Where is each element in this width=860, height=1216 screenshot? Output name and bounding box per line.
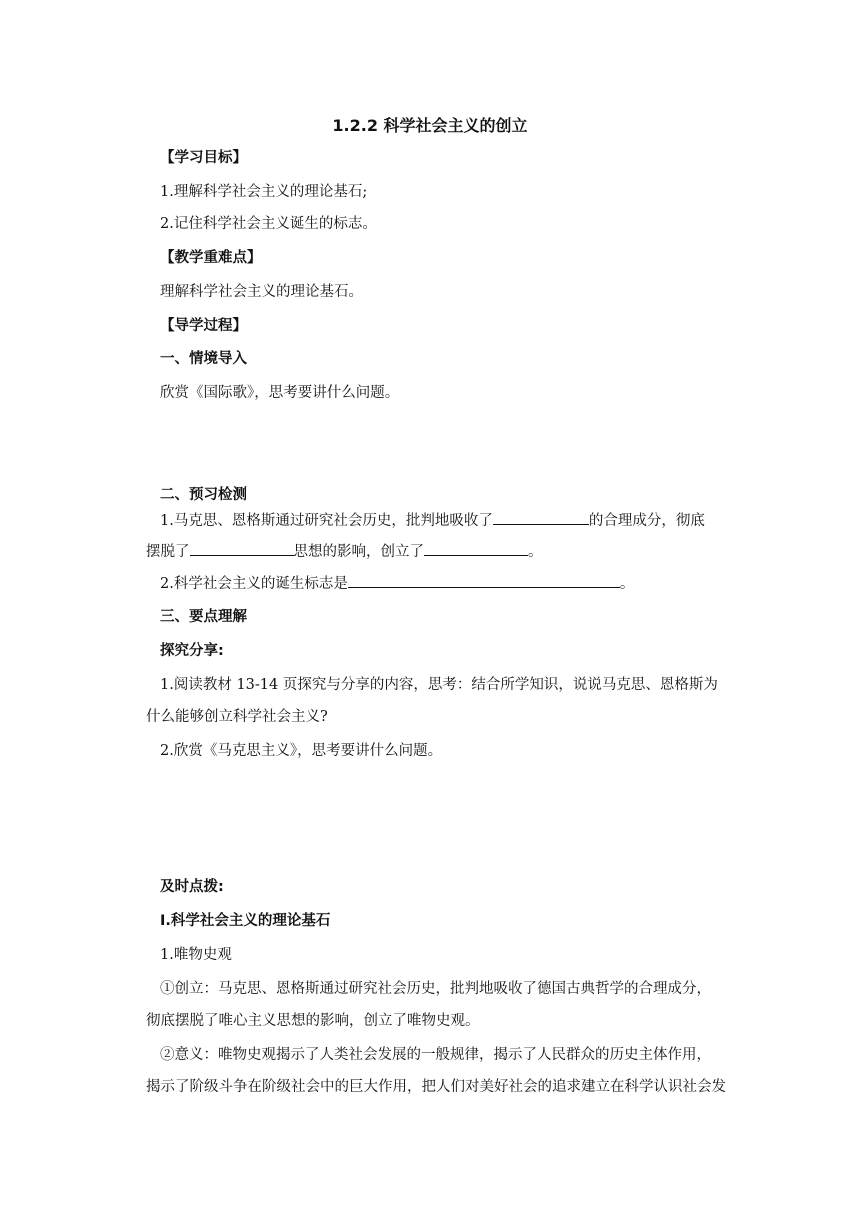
founding-line-2: 彻底摆脱了唯心主义思想的影响，创立了唯物史观。 — [146, 1013, 480, 1029]
q1-text-c: 摆脱了 — [146, 544, 190, 560]
page-title: 1.2.2 科学社会主义的创立 — [332, 116, 528, 135]
objective-item-1: 1.理解科学社会主义的理论基石; — [160, 184, 368, 200]
fill-blank-2[interactable] — [190, 541, 294, 556]
section1-heading: 一、情境导入 — [160, 351, 247, 367]
explore-question-2: 2.欣赏《马克思主义》，思考要讲什么问题。 — [160, 743, 443, 759]
fill-blank-1[interactable] — [493, 510, 589, 525]
tip-heading: 及时点拨: — [160, 879, 224, 895]
q2-text-a: 2.科学社会主义的诞生标志是 — [160, 576, 348, 592]
section3-heading: 三、要点理解 — [160, 609, 247, 625]
theory-cornerstone-heading: Ⅰ.科学社会主义的理论基石 — [160, 913, 331, 929]
fill-blank-4[interactable] — [348, 573, 620, 588]
preview-question-2 — [160, 573, 634, 594]
explore-question-1-line2: 什么能够创立科学社会主义? — [146, 709, 328, 725]
meaning-line-2: 揭示了阶级斗争在阶级社会中的巨大作用，把人们对美好社会的追求建立在科学认识社会发 — [146, 1079, 726, 1095]
explore-question-1-line1: 1.阅读教材 13-14 页探究与分享的内容，思考：结合所学知识，说说马克思、恩格斯为 — [160, 677, 718, 693]
process-heading: 【导学过程】 — [160, 318, 247, 334]
preview-question-1-line1 — [160, 510, 705, 531]
fill-blank-3[interactable] — [424, 541, 528, 556]
key-points-text: 理解科学社会主义的理论基石。 — [160, 284, 363, 300]
q1-text-e: 。 — [528, 544, 543, 560]
meaning-line-1: ②意义：唯物史观揭示了人类社会发展的一般规律，揭示了人民群众的历史主体作用， — [160, 1047, 711, 1063]
q1-text-a: 1.马克思、恩格斯通过研究社会历史，批判地吸收了 — [160, 513, 493, 529]
objectives-heading: 【学习目标】 — [160, 150, 247, 166]
q1-text-b: 的合理成分，彻底 — [588, 513, 705, 529]
key-points-heading: 【教学重难点】 — [160, 250, 262, 266]
historical-materialism-item: 1.唯物史观 — [160, 947, 232, 963]
objective-item-2: 2.记住科学社会主义诞生的标志。 — [160, 216, 377, 232]
q1-text-d: 思想的影响，创立了 — [293, 544, 424, 560]
section2-heading: 二、预习检测 — [160, 487, 247, 503]
section1-text: 欣赏《国际歌》，思考要讲什么问题。 — [160, 385, 400, 401]
preview-question-1-line2 — [146, 541, 543, 562]
q2-text-b: 。 — [619, 576, 635, 592]
explore-heading: 探究分享: — [160, 643, 224, 659]
founding-line-1: ①创立：马克思、恩格斯通过研究社会历史，批判地吸收了德国古典哲学的合理成分， — [160, 981, 711, 997]
